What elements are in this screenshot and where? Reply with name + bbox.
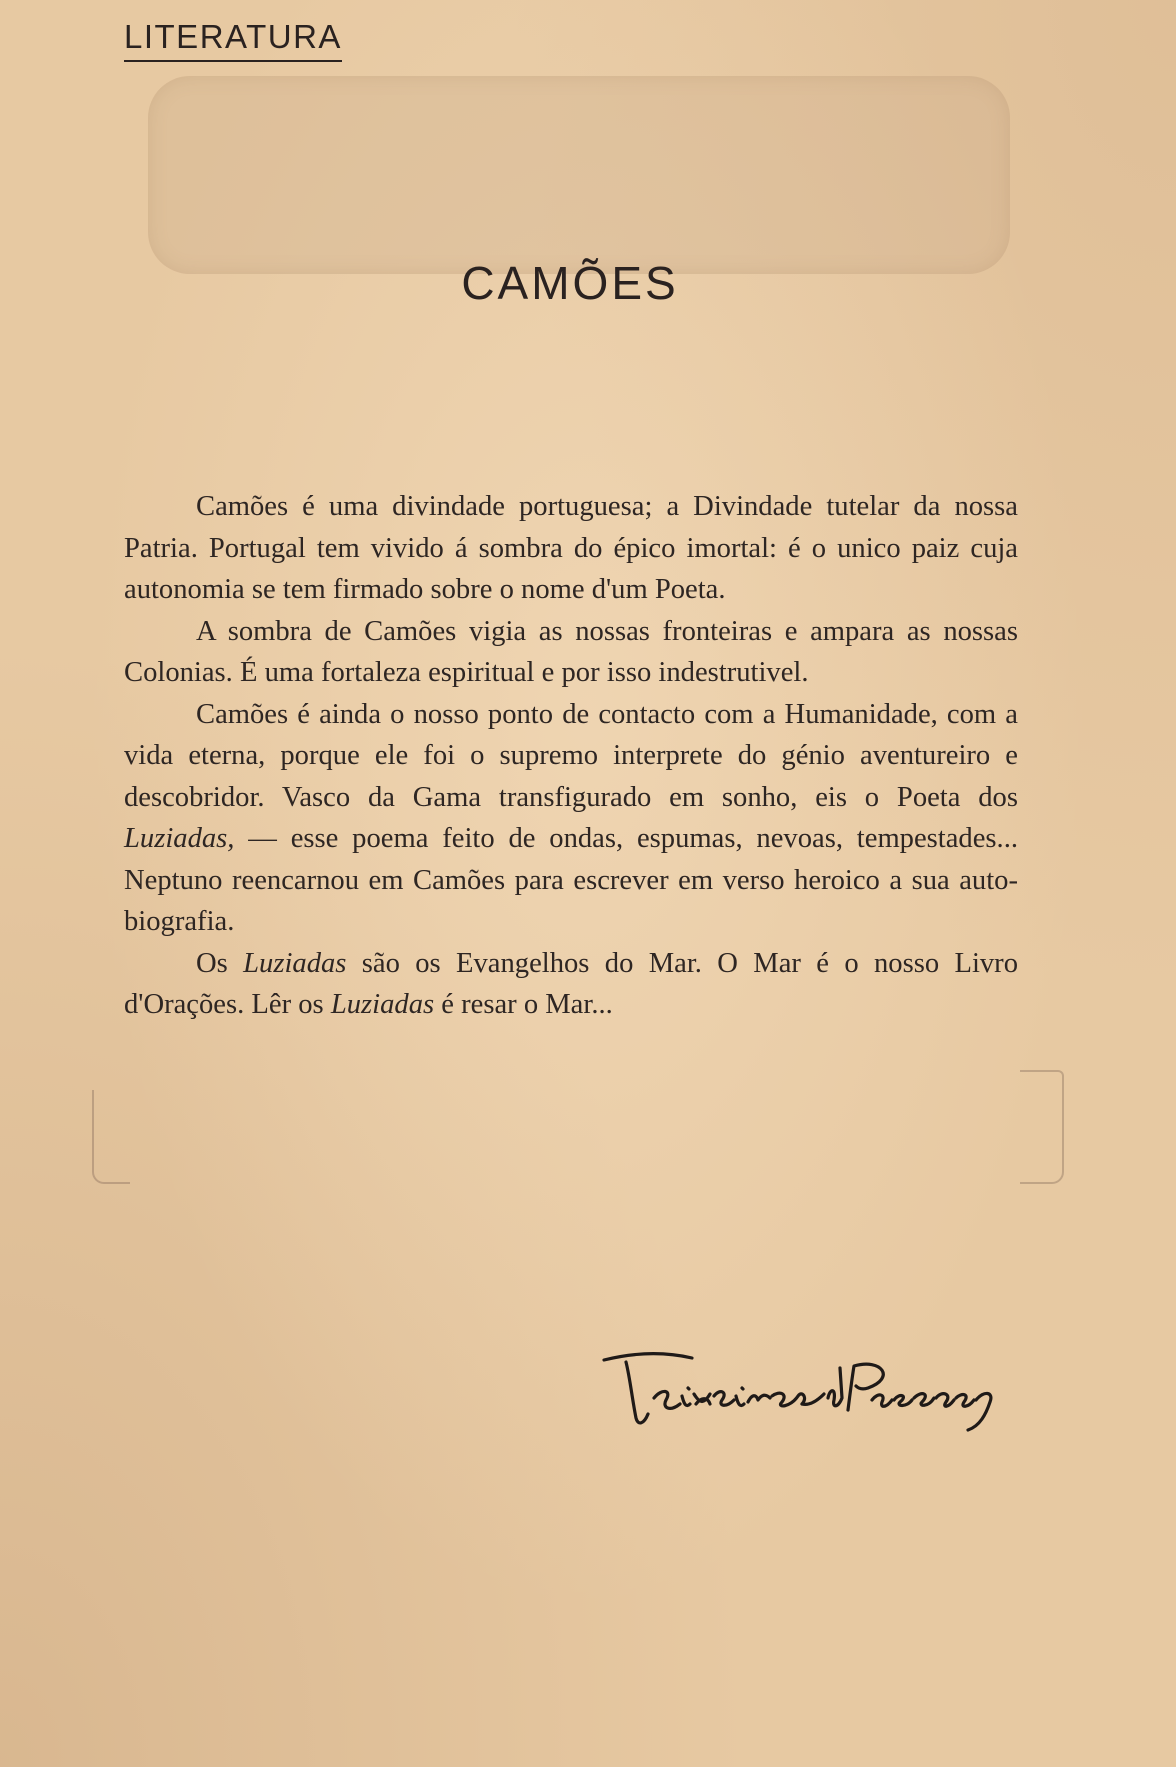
text-run: Os (196, 947, 244, 979)
paragraph-3 (124, 694, 1018, 943)
section-header: LITERATURA (124, 18, 342, 62)
italic-title: Luziadas, (124, 823, 235, 854)
bleed-through-bracket-right (1020, 1070, 1064, 1184)
signature-handwriting (596, 1338, 1016, 1448)
italic-title: Luziadas (330, 989, 435, 1020)
paragraph-2 (124, 611, 1018, 694)
italic-title: Luziadas (243, 947, 347, 979)
author-signature (596, 1338, 1016, 1448)
bleed-through-shadow (148, 76, 1010, 274)
text-run: Camões é ainda o nosso ponto de contacto com a Humanidade, com a vida eterna, porque ele foi o supremo interprete do génio aventureiro e descobridor. Vasco da Gama transfigurado em sonho, eis o Poeta dos (124, 698, 1018, 813)
text-run: Camões é uma divindade portuguesa; a Divindade tutelar da nossa Patria. Portugal tem vivido á sombra do épico imortal: é o unico paiz cuja autonomia se tem firmado sobre o nome d'um Poeta. (124, 491, 1018, 605)
article-title: CAMÕES (461, 257, 679, 309)
article-body (124, 486, 1018, 1026)
text-run: são os Evangelhos do Mar. O Mar é o nosso Livro d'Orações. Lêr os (124, 947, 1018, 1020)
paragraph-1 (124, 486, 1018, 611)
text-run: — esse poema feito de ondas, espumas, nevoas, tempestades... Neptuno reencarnou em Camões para escrever em verso heroico a sua auto-biografia. (124, 823, 1018, 937)
text-run: A sombra de Camões vigia as nossas fronteiras e ampara as nossas Colonias. É uma fortaleza espiritual e por isso indestrutivel. (124, 615, 1018, 688)
paragraph-4 (124, 943, 1018, 1026)
bleed-through-bracket-left (92, 1090, 130, 1184)
text-run: é resar o Mar... (434, 989, 613, 1020)
